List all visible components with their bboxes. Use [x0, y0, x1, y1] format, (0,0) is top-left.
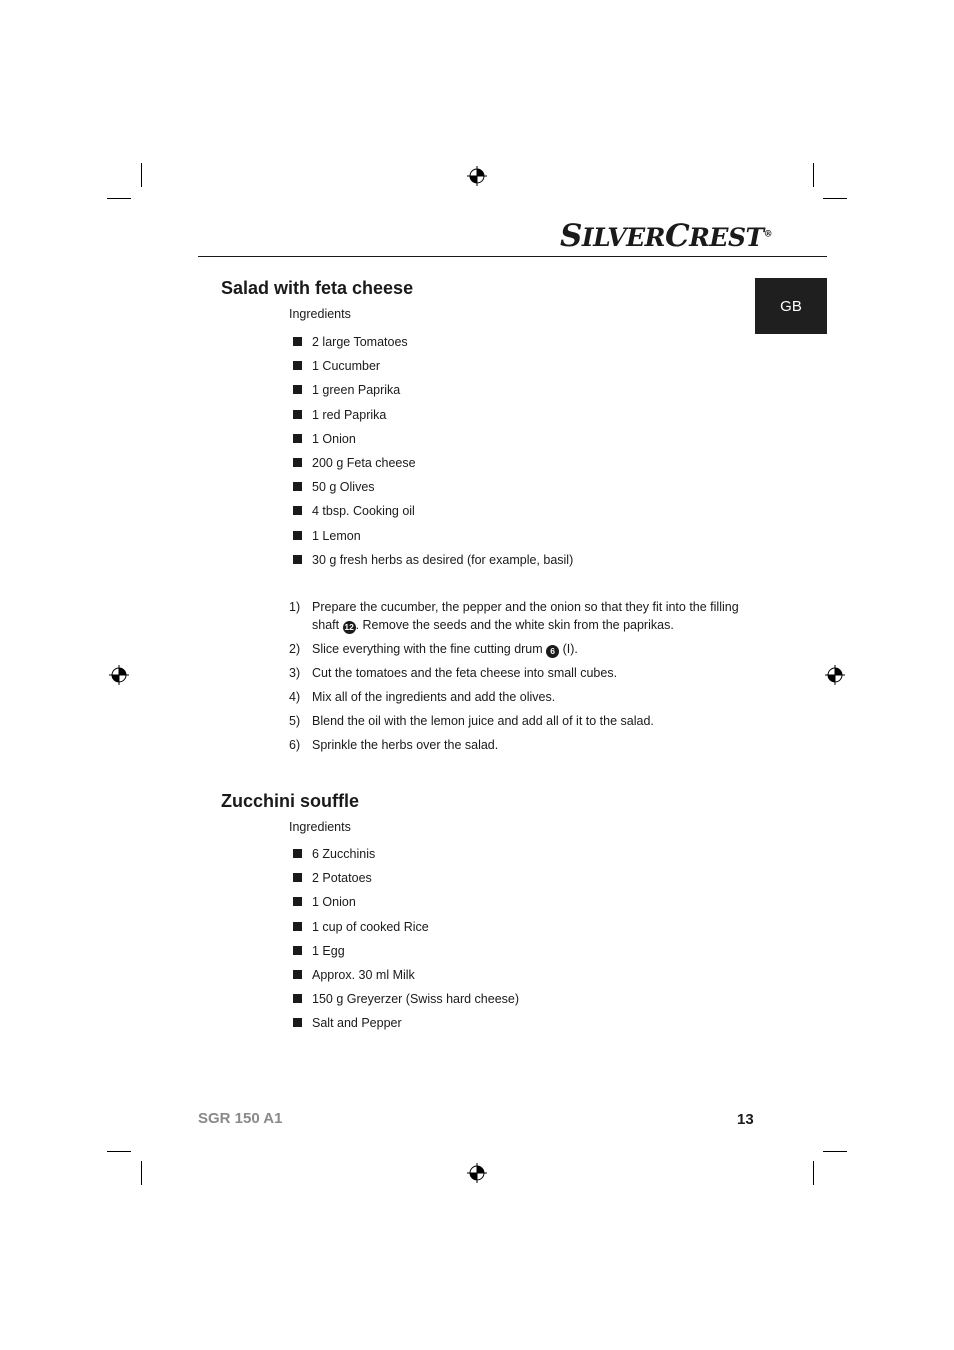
bullet-square-icon	[293, 361, 302, 370]
model-number: SGR 150 A1	[198, 1110, 283, 1127]
ingredient-text: Approx. 30 ml Milk	[312, 967, 415, 982]
crop-mark	[141, 163, 142, 187]
ingredient-item	[293, 846, 519, 870]
souffle-title: Zucchini souffle	[221, 791, 360, 811]
step-text: Cut the tomatoes and the feta cheese into small cubes.	[312, 666, 618, 680]
step-text-part: Slice everything with the fine cutting drum	[312, 642, 547, 656]
ingredient-text: 6 Zucchinis	[312, 847, 376, 861]
crop-mark	[823, 198, 847, 199]
bullet-square-icon	[293, 458, 302, 467]
step-text: Blend the oil with the lemon juice and add all of it to the salad.	[312, 714, 654, 728]
ingredient-text: 1 cup of cooked Rice	[312, 919, 429, 934]
step-item	[289, 598, 739, 634]
ingredient-text: 2 Potatoes	[312, 871, 372, 886]
step-text	[312, 598, 739, 634]
souffle-ingredients-label: Ingredients	[289, 820, 351, 834]
crop-mark	[141, 1161, 142, 1185]
ingredient-item	[293, 382, 573, 406]
ingredient-text: 1 Onion	[312, 895, 356, 910]
bullet-square-icon	[293, 946, 302, 955]
bullet-square-icon	[293, 1018, 302, 1027]
ingredient-text: 1 Onion	[312, 431, 356, 446]
souffle-ingredient-list	[293, 846, 519, 1040]
ingredient-item	[293, 503, 573, 527]
bullet-square-icon	[293, 897, 302, 906]
ingredient-text: 2 large Tomatoes	[312, 335, 408, 349]
step-item	[289, 664, 739, 682]
crop-mark	[107, 1151, 131, 1152]
registration-mark-icon	[109, 665, 129, 685]
ingredient-item	[293, 967, 519, 991]
bullet-square-icon	[293, 531, 302, 540]
bullet-square-icon	[293, 410, 302, 419]
ingredient-item	[293, 528, 573, 552]
ingredient-text: 1 Cucumber	[312, 359, 381, 374]
ingredient-text: 200 g Feta cheese	[312, 455, 416, 470]
ingredient-item	[293, 358, 573, 382]
step-text-part: (I).	[559, 642, 578, 656]
step-item	[289, 736, 739, 754]
ingredient-item	[293, 919, 519, 943]
header-rule	[198, 256, 827, 257]
ingredient-text: 1 green Paprika	[312, 383, 401, 398]
step-item	[289, 688, 739, 706]
ingredient-text: 50 g Olives	[312, 480, 375, 495]
bullet-square-icon	[293, 385, 302, 394]
bullet-square-icon	[293, 506, 302, 515]
step-number: 4)	[289, 690, 301, 704]
ingredient-item	[293, 991, 519, 1015]
step-number: 6)	[289, 738, 301, 752]
step-number: 1)	[289, 600, 301, 614]
ingredient-text: 30 g fresh herbs as desired (for example, basil)	[312, 552, 574, 567]
language-tab	[755, 278, 827, 334]
language-tab-label: GB	[780, 297, 802, 315]
ingredient-item	[293, 894, 519, 918]
bullet-square-icon	[293, 994, 302, 1003]
salad-ingredients-label: Ingredients	[289, 307, 351, 321]
ingredient-item	[293, 455, 573, 479]
crop-mark	[813, 163, 814, 187]
ingredient-item	[293, 870, 519, 894]
crop-mark	[823, 1151, 847, 1152]
ingredient-text: 150 g Greyerzer (Swiss hard cheese)	[312, 992, 520, 1007]
step-text: Mix all of the ingredients and add the olives.	[312, 690, 556, 704]
silvercrest-logo: SILVERCREST®	[560, 218, 773, 254]
part-reference-icon: 12	[344, 622, 354, 632]
ingredient-item	[293, 479, 573, 503]
step-number: 5)	[289, 714, 301, 728]
ingredient-item	[293, 334, 573, 358]
bullet-square-icon	[293, 434, 302, 443]
salad-title: Salad with feta cheese	[221, 278, 414, 298]
bullet-square-icon	[293, 337, 302, 346]
ingredient-text: 1 red Paprika	[312, 407, 387, 422]
step-text-part: Prepare the cucumber, the pepper and the onion so that they fit into the filling shaft	[312, 600, 739, 632]
ingredient-text: 1 Egg	[312, 943, 345, 958]
step-text	[312, 640, 739, 658]
ingredient-item	[293, 407, 573, 431]
ingredient-text: 4 tbsp. Cooking oil	[312, 504, 415, 519]
registration-mark-icon	[467, 1163, 487, 1183]
ingredient-text: 1 Lemon	[312, 528, 361, 543]
ingredient-text: Salt and Pepper	[312, 1016, 402, 1031]
ingredient-item	[293, 431, 573, 455]
step-number: 2)	[289, 642, 301, 656]
part-reference-icon: 6	[546, 645, 559, 658]
bullet-square-icon	[293, 873, 302, 882]
salad-steps-list	[289, 598, 739, 760]
registration-mark-icon	[825, 665, 845, 685]
page-number: 13	[737, 1111, 754, 1128]
ingredient-item	[293, 943, 519, 967]
bullet-square-icon	[293, 970, 302, 979]
bullet-square-icon	[293, 555, 302, 564]
registration-mark-icon	[467, 166, 487, 186]
step-item	[289, 640, 739, 658]
step-text-part: . Remove the seeds and the white skin from the paprikas.	[355, 618, 674, 632]
crop-mark	[107, 198, 131, 199]
ingredient-item	[293, 552, 573, 576]
bullet-square-icon	[293, 849, 302, 858]
step-text: Sprinkle the herbs over the salad.	[312, 738, 499, 752]
ingredient-item	[293, 1015, 519, 1039]
crop-mark	[813, 1161, 814, 1185]
salad-ingredient-list	[293, 334, 573, 576]
bullet-square-icon	[293, 482, 302, 491]
bullet-square-icon	[293, 922, 302, 931]
step-number: 3)	[289, 666, 301, 680]
step-item	[289, 712, 739, 730]
